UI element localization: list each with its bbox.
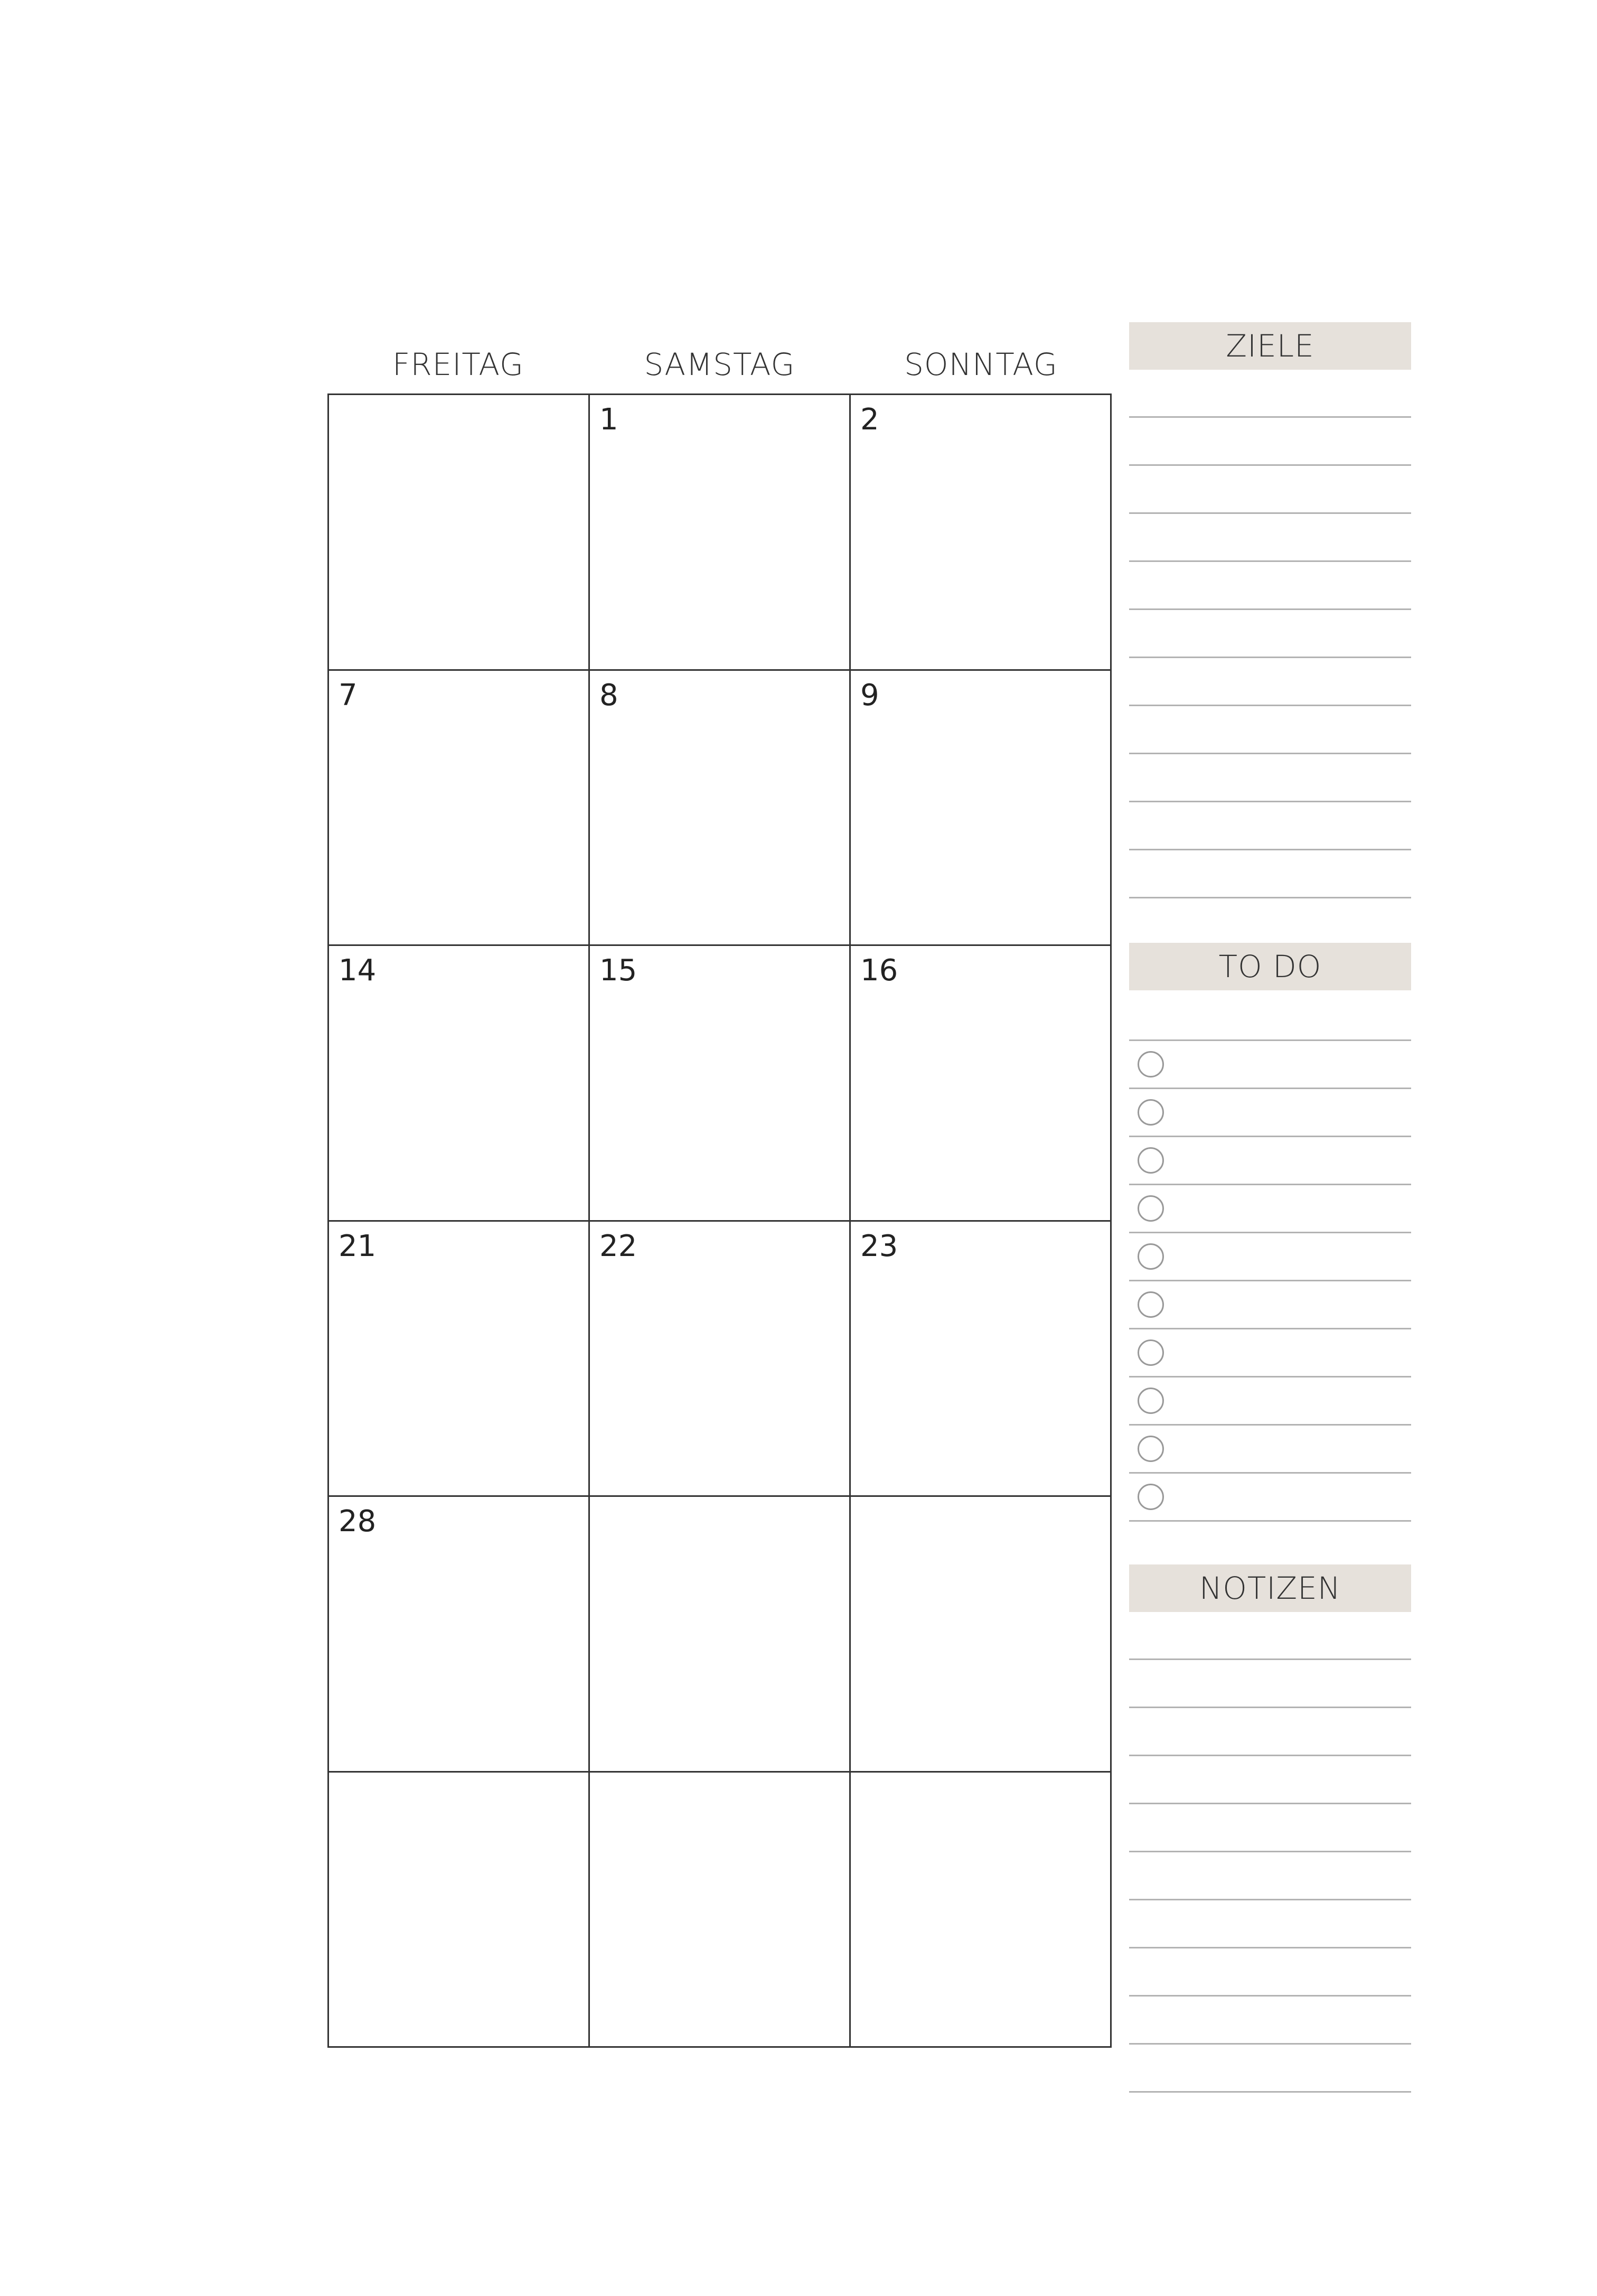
- goal-line: [1129, 897, 1411, 898]
- goal-line: [1129, 512, 1411, 514]
- note-line: [1129, 2043, 1411, 2045]
- todo-line: [1129, 1376, 1411, 1377]
- day-number: 9: [860, 678, 879, 713]
- note-line: [1129, 1899, 1411, 1900]
- calendar-grid: [327, 393, 1112, 2048]
- day-cell[interactable]: [329, 1497, 590, 1773]
- day-number: 14: [339, 953, 377, 988]
- day-cell[interactable]: [590, 1222, 851, 1497]
- note-line: [1129, 1658, 1411, 1660]
- day-cell[interactable]: [590, 946, 851, 1222]
- goal-line: [1129, 753, 1411, 754]
- day-number: 22: [599, 1229, 637, 1263]
- weekday-header-friday: FREITAG: [392, 346, 524, 382]
- todo-checkbox-icon[interactable]: [1138, 1051, 1164, 1077]
- weekday-header-row: [327, 338, 1112, 391]
- goal-line: [1129, 464, 1411, 466]
- day-cell[interactable]: [851, 1497, 1112, 1773]
- goals-section-header: ZIELE: [1129, 322, 1411, 370]
- todo-line: [1129, 1136, 1411, 1137]
- day-cell[interactable]: [329, 1222, 590, 1497]
- goal-line: [1129, 608, 1411, 610]
- todo-checkbox-icon[interactable]: [1138, 1436, 1164, 1462]
- todo-checkbox-icon[interactable]: [1138, 1099, 1164, 1126]
- day-cell[interactable]: [590, 1773, 851, 2048]
- todo-checkbox-icon[interactable]: [1138, 1484, 1164, 1510]
- todo-line: [1129, 1280, 1411, 1281]
- todo-checkbox-icon[interactable]: [1138, 1195, 1164, 1222]
- day-cell[interactable]: [851, 671, 1112, 946]
- goal-line: [1129, 657, 1411, 658]
- goal-line: [1129, 416, 1411, 418]
- goal-line: [1129, 849, 1411, 850]
- note-line: [1129, 1755, 1411, 1756]
- day-number: 23: [860, 1229, 898, 1263]
- day-cell[interactable]: [329, 395, 590, 671]
- day-cell[interactable]: [590, 395, 851, 671]
- day-number: 8: [599, 678, 618, 713]
- day-number: 28: [339, 1504, 377, 1539]
- todo-line: [1129, 1520, 1411, 1522]
- day-number: 16: [860, 953, 898, 988]
- todo-line: [1129, 1232, 1411, 1233]
- weekday-header-saturday: SAMSTAG: [644, 346, 795, 382]
- todo-checkbox-icon[interactable]: [1138, 1339, 1164, 1366]
- note-line: [1129, 2091, 1411, 2093]
- todo-checkbox-icon[interactable]: [1138, 1291, 1164, 1318]
- todo-checkbox-icon[interactable]: [1138, 1147, 1164, 1174]
- day-number: 2: [860, 402, 879, 437]
- day-number: 21: [339, 1229, 377, 1263]
- note-line: [1129, 1851, 1411, 1852]
- todo-section-header: TO DO: [1129, 943, 1411, 990]
- goal-line: [1129, 705, 1411, 706]
- note-line: [1129, 1707, 1411, 1708]
- day-number: 15: [599, 953, 637, 988]
- goal-line: [1129, 560, 1411, 562]
- day-cell[interactable]: [851, 1773, 1112, 2048]
- day-cell[interactable]: [590, 1497, 851, 1773]
- note-line: [1129, 1947, 1411, 1948]
- todo-line: [1129, 1328, 1411, 1329]
- todo-line: [1129, 1039, 1411, 1041]
- todo-line: [1129, 1088, 1411, 1089]
- day-cell[interactable]: [851, 946, 1112, 1222]
- goal-line: [1129, 801, 1411, 802]
- weekday-header-sunday: SONNTAG: [904, 346, 1058, 382]
- day-cell[interactable]: [329, 1773, 590, 2048]
- notes-section-header: NOTIZEN: [1129, 1564, 1411, 1612]
- todo-line: [1129, 1424, 1411, 1426]
- day-cell[interactable]: [329, 946, 590, 1222]
- day-cell[interactable]: [329, 671, 590, 946]
- day-cell[interactable]: [590, 671, 851, 946]
- todo-line: [1129, 1184, 1411, 1185]
- todo-checkbox-icon[interactable]: [1138, 1388, 1164, 1414]
- day-number: 7: [339, 678, 358, 713]
- note-line: [1129, 1803, 1411, 1804]
- day-cell[interactable]: [851, 1222, 1112, 1497]
- day-number: 1: [599, 402, 618, 437]
- todo-checkbox-icon[interactable]: [1138, 1243, 1164, 1270]
- note-line: [1129, 1995, 1411, 1997]
- todo-line: [1129, 1472, 1411, 1474]
- day-cell[interactable]: [851, 395, 1112, 671]
